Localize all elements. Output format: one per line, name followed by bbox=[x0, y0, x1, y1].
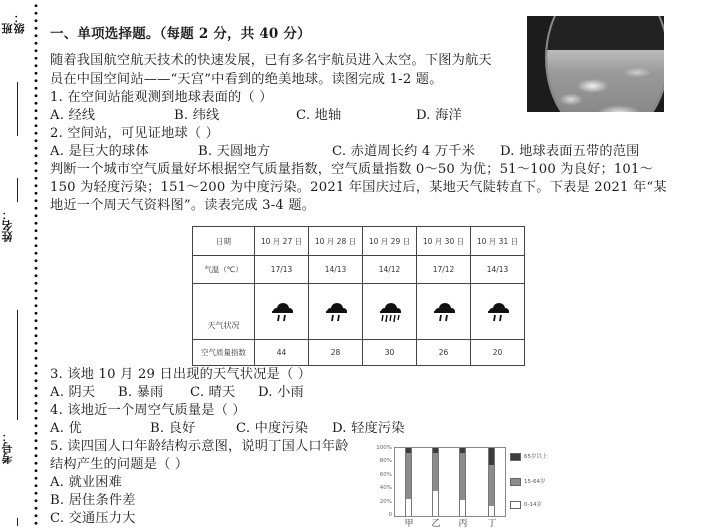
q1-option-c[interactable]: C. 地轴 bbox=[296, 108, 342, 123]
class-label: 班级： bbox=[1, 12, 26, 34]
light-rain-icon bbox=[324, 301, 348, 323]
intro-3-4-line3: 地近一个周天气资料图”。读表完成 3-4 题。 bbox=[50, 198, 316, 213]
q4-option-c[interactable]: C. 中度污染 bbox=[236, 421, 309, 436]
legend-label: 15-64岁 bbox=[524, 479, 546, 485]
temp-cell: 17/12 bbox=[417, 256, 471, 284]
bar-bing bbox=[459, 448, 466, 516]
temp-cell: 14/13 bbox=[471, 256, 525, 284]
q5-option-a[interactable]: A. 就业困难 bbox=[50, 475, 123, 490]
question-5-stem-line2: 结构产生的问题是（ ） bbox=[50, 457, 189, 472]
segment-65-plus bbox=[460, 448, 465, 453]
segment-0-14 bbox=[489, 506, 494, 516]
population-age-structure-chart bbox=[368, 443, 558, 529]
x-label-yi: 乙 bbox=[431, 519, 441, 529]
temp-cell: 17/13 bbox=[255, 256, 309, 284]
legend-label: 0-14岁 bbox=[524, 502, 542, 508]
x-label-jia: 甲 bbox=[404, 519, 414, 529]
y-tick-60: 60% bbox=[379, 472, 392, 478]
q1-option-b[interactable]: B. 纬线 bbox=[174, 108, 220, 123]
segment-0-14 bbox=[406, 499, 411, 516]
q1-option-a[interactable]: A. 经线 bbox=[50, 108, 96, 123]
weather-cell bbox=[471, 284, 525, 340]
name-underline-top bbox=[17, 178, 18, 202]
y-tick-80: 80% bbox=[379, 458, 392, 464]
question-3-stem: 3. 该地 10 月 29 日出现的天气状况是（ ） bbox=[50, 367, 312, 382]
legend-0-14 bbox=[510, 500, 542, 509]
row-header-date: 日期 bbox=[193, 227, 255, 256]
earth-surface bbox=[547, 50, 664, 112]
date-cell: 10 月 29 日 bbox=[363, 227, 417, 256]
weather-table bbox=[192, 226, 525, 366]
question-1-stem: 1. 在空间站能观测到地球表面的（ ） bbox=[50, 90, 273, 105]
aqi-cell: 30 bbox=[363, 340, 417, 366]
question-4-stem: 4. 该地近一个周空气质量是（ ） bbox=[50, 403, 246, 418]
segment-0-14 bbox=[460, 500, 465, 516]
y-tick-20: 20% bbox=[379, 499, 392, 505]
legend-label: 65岁以上 bbox=[524, 454, 548, 460]
x-label-ding: 丁 bbox=[487, 519, 497, 529]
legend-swatch-gray bbox=[510, 478, 521, 486]
weather-cell bbox=[255, 284, 309, 340]
q3-option-b[interactable]: B. 暴雨 bbox=[118, 385, 164, 400]
bar-yi bbox=[432, 448, 439, 516]
heavy-rain-icon bbox=[378, 301, 402, 323]
table-row-temperature bbox=[193, 256, 525, 284]
weather-cell bbox=[363, 284, 417, 340]
table-row-weather bbox=[193, 284, 525, 340]
light-rain-icon bbox=[432, 301, 456, 323]
q4-option-b[interactable]: B. 良好 bbox=[150, 421, 196, 436]
binding-dotted-line bbox=[34, 2, 38, 526]
legend-15-64 bbox=[510, 477, 545, 486]
date-cell: 10 月 28 日 bbox=[309, 227, 363, 256]
segment-15-64 bbox=[489, 465, 494, 506]
segment-65-plus bbox=[406, 448, 411, 453]
weather-cell bbox=[417, 284, 471, 340]
segment-15-64 bbox=[460, 453, 465, 500]
exam-no-label: 考号： bbox=[1, 431, 14, 464]
q3-option-c[interactable]: C. 晴天 bbox=[190, 385, 236, 400]
q5-option-c[interactable]: C. 交通压力大 bbox=[50, 511, 136, 526]
date-cell: 10 月 27 日 bbox=[255, 227, 309, 256]
name-underline bbox=[17, 310, 18, 420]
row-header-temperature: 气温（℃） bbox=[193, 256, 255, 284]
earth-from-space-station-photo bbox=[527, 16, 664, 112]
aqi-cell: 26 bbox=[417, 340, 471, 366]
q2-option-d[interactable]: D. 地球表面五带的范围 bbox=[500, 144, 640, 159]
intro-3-4-line2: 150 为轻度污染；151～200 为中度污染。2021 年国庆过后，某地天气陡转直下。下表是 2021 年“某 bbox=[50, 180, 667, 195]
q2-option-a[interactable]: A. 是巨大的球体 bbox=[50, 144, 149, 159]
intro-3-4-line1: 判断一个城市空气质量好坏根据空气质量指数，空气质量指数 0～50 为优；51～100 为良好；101～ bbox=[50, 162, 654, 177]
chart-plot-area bbox=[394, 447, 506, 517]
segment-15-64 bbox=[433, 453, 438, 491]
row-header-weather: 天气状况 bbox=[193, 284, 255, 340]
exam-no-underline bbox=[17, 518, 18, 526]
question-5-stem-line1: 5. 读四国人口年龄结构示意图，说明丁国人口年龄 bbox=[50, 439, 349, 454]
question-2-stem: 2. 空间站，可见证地球（ ） bbox=[50, 126, 220, 141]
bar-ding bbox=[488, 448, 495, 516]
aqi-cell: 28 bbox=[309, 340, 363, 366]
y-tick-0: 0 bbox=[388, 512, 392, 518]
legend-65-plus bbox=[510, 452, 548, 461]
q3-option-a[interactable]: A. 阴天 bbox=[50, 385, 96, 400]
segment-65-plus bbox=[489, 448, 494, 465]
weather-cell bbox=[309, 284, 363, 340]
x-label-bing: 丙 bbox=[458, 519, 468, 529]
y-tick-40: 40% bbox=[379, 485, 392, 491]
segment-0-14 bbox=[433, 491, 438, 516]
table-row-aqi bbox=[193, 340, 525, 366]
light-rain-icon bbox=[270, 301, 294, 323]
q4-option-d[interactable]: D. 轻度污染 bbox=[332, 421, 405, 436]
table-row-date bbox=[193, 227, 525, 256]
aqi-cell: 44 bbox=[255, 340, 309, 366]
section-heading: 一、单项选择题。（每题 2 分，共 40 分） bbox=[50, 26, 311, 42]
date-cell: 10 月 31 日 bbox=[471, 227, 525, 256]
q4-option-a[interactable]: A. 优 bbox=[50, 421, 82, 436]
q5-option-b[interactable]: B. 居住条件差 bbox=[50, 493, 136, 508]
legend-swatch-dark bbox=[510, 453, 521, 461]
porthole-window bbox=[545, 16, 664, 112]
q2-option-c[interactable]: C. 赤道周长约 4 万千米 bbox=[332, 144, 476, 159]
light-rain-icon bbox=[486, 301, 510, 323]
temp-cell: 14/13 bbox=[309, 256, 363, 284]
temp-cell: 14/12 bbox=[363, 256, 417, 284]
name-label: 姓名： bbox=[1, 209, 14, 242]
aqi-cell: 20 bbox=[471, 340, 525, 366]
q2-option-b[interactable]: B. 天圆地方 bbox=[198, 144, 271, 159]
date-cell: 10 月 30 日 bbox=[417, 227, 471, 256]
intro-1-2-line1: 随着我国航空航天技术的快速发展，已有多名宇航员进入太空。下图为航天 bbox=[50, 53, 492, 68]
q3-option-d[interactable]: D. 小雨 bbox=[258, 385, 304, 400]
y-tick-100: 100% bbox=[376, 445, 392, 451]
intro-1-2-line2: 员在中国空间站——“天宫”中看到的绝美地球。读图完成 1-2 题。 bbox=[50, 72, 443, 87]
class-underline bbox=[17, 82, 18, 136]
segment-15-64 bbox=[406, 453, 411, 499]
legend-swatch-white bbox=[510, 501, 521, 509]
row-header-aqi: 空气质量指数 bbox=[193, 340, 255, 366]
q1-option-d[interactable]: D. 海洋 bbox=[416, 108, 462, 123]
bar-jia bbox=[405, 448, 412, 516]
segment-65-plus bbox=[433, 448, 438, 453]
